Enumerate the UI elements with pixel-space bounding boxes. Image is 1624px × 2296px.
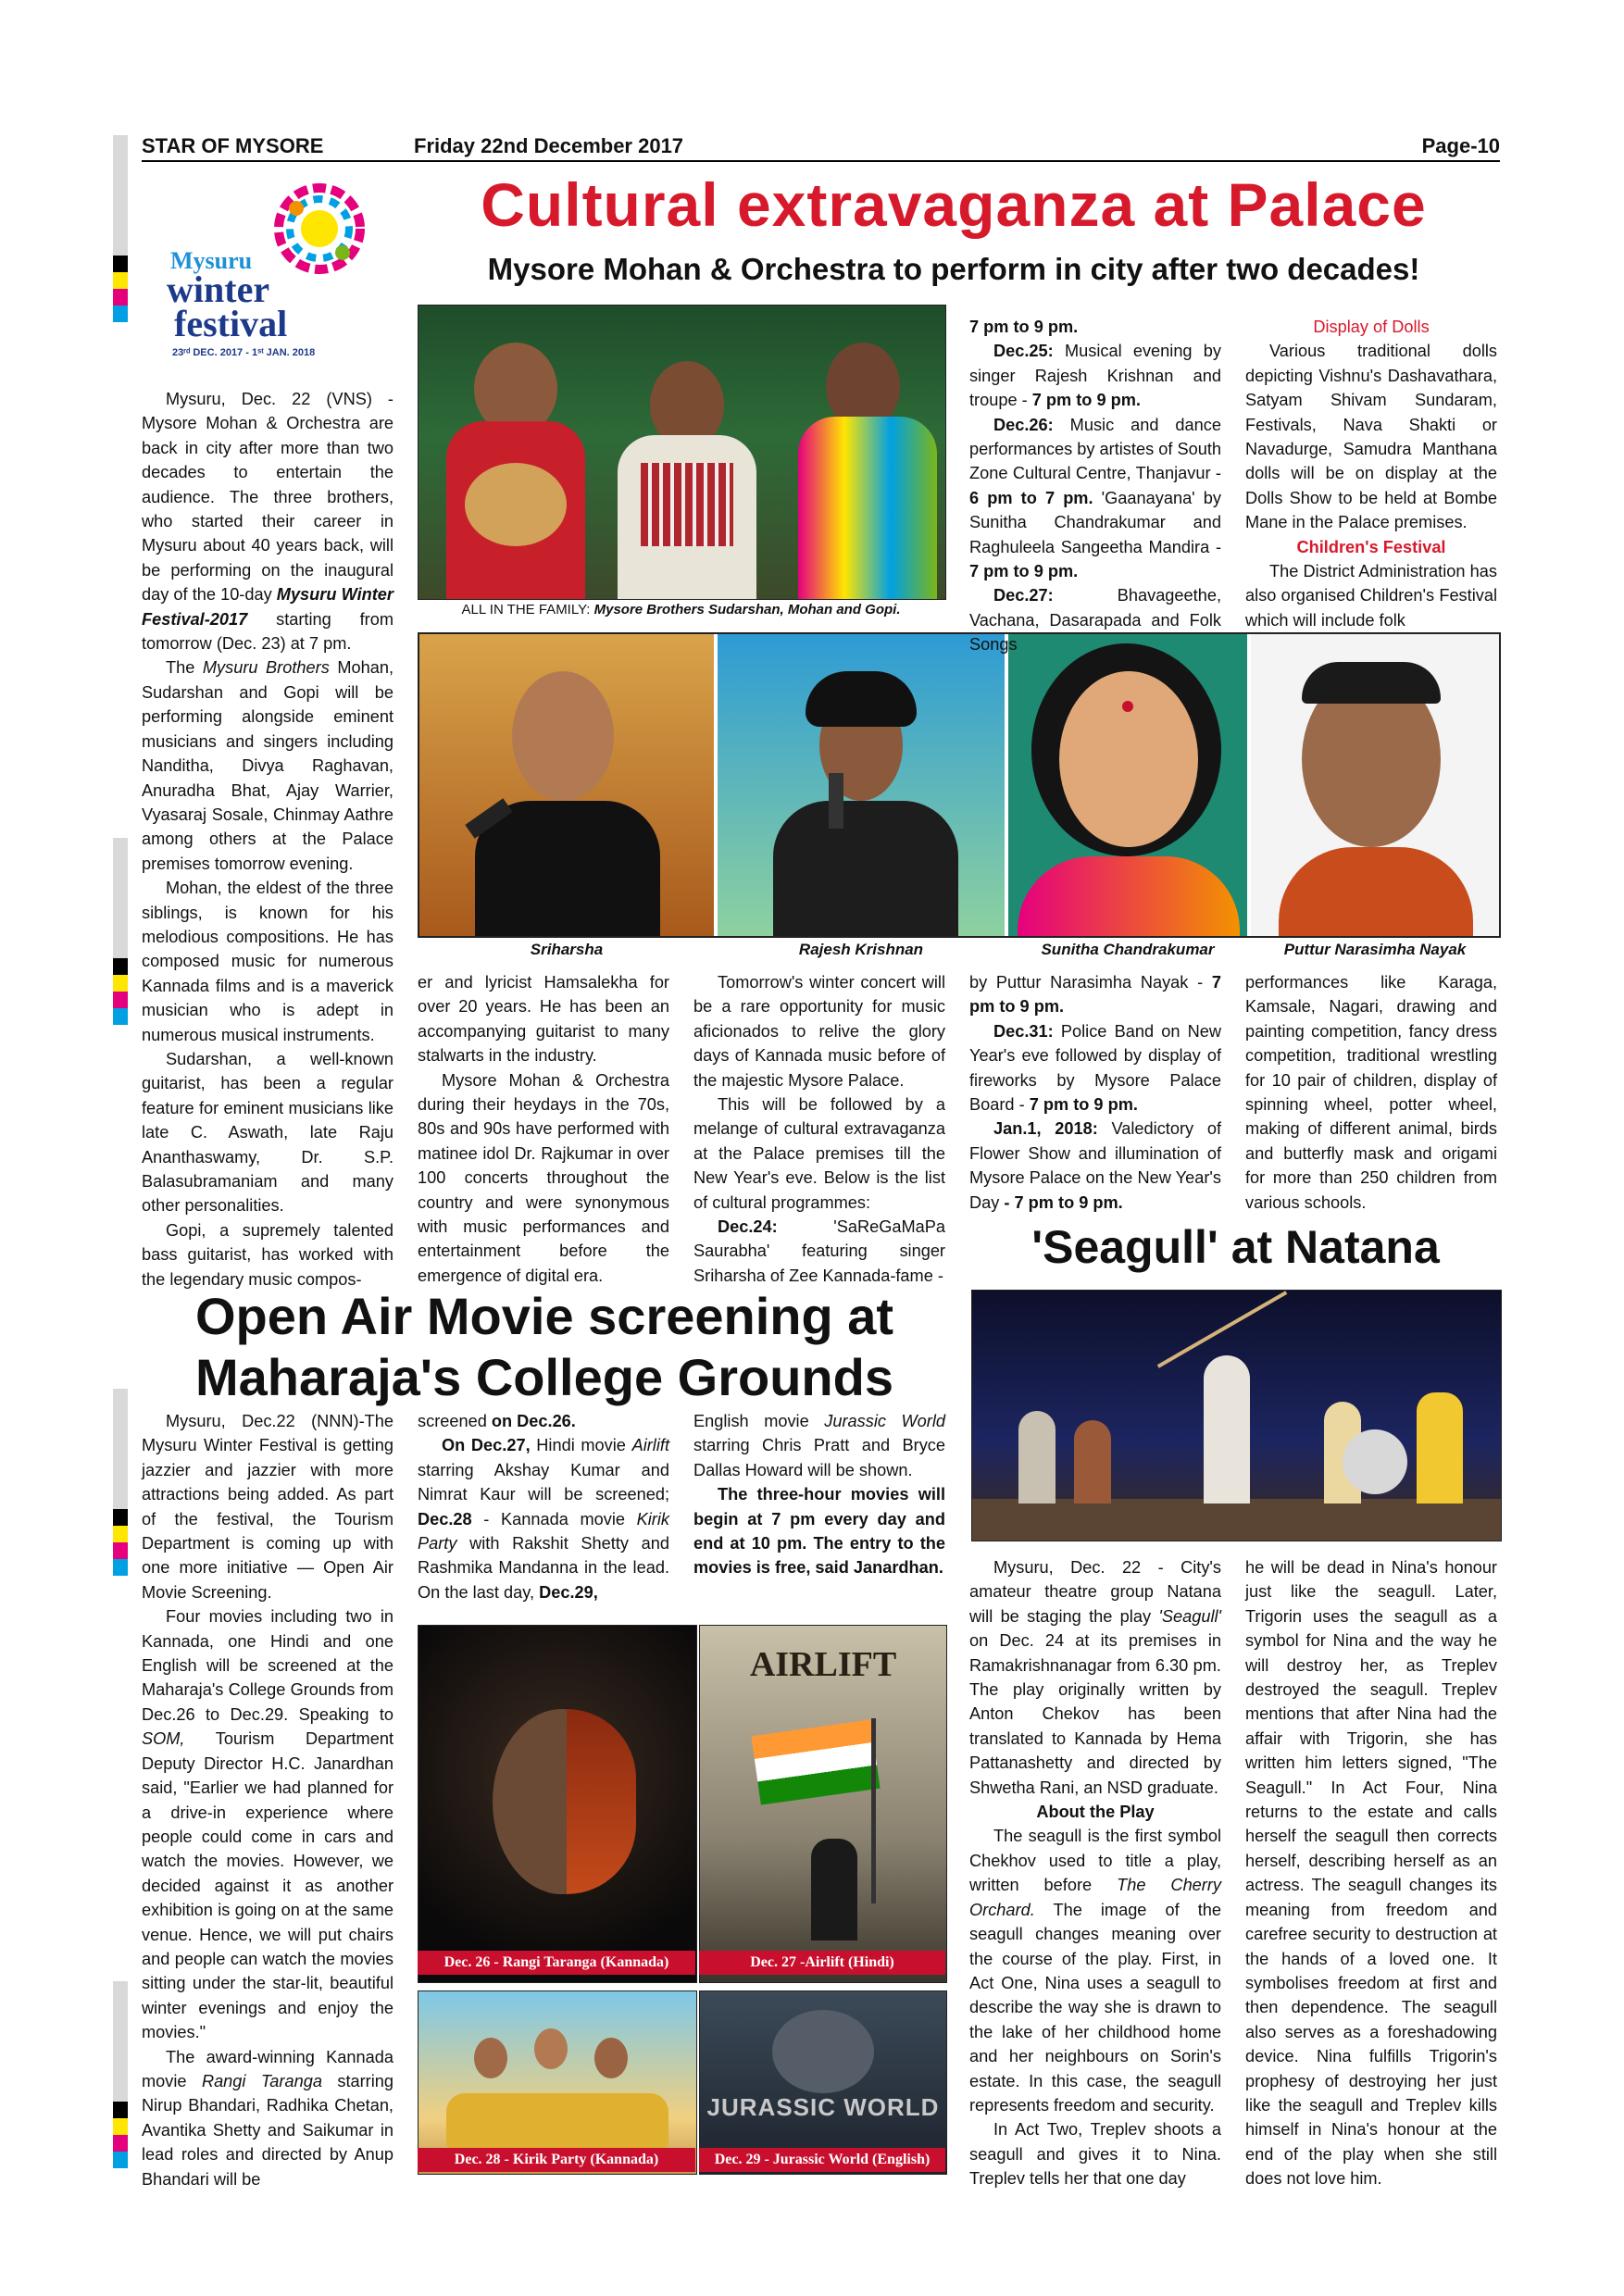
- main-subheadline: Mysore Mohan & Orchestra to perform in city after two decades!: [487, 252, 1420, 286]
- paragraph: Various traditional dolls depicting Vishnu's Dashavathara, Satyam Shivam Sundaram, Festivals, Nava Shakti or Navadurge, Samudra Manthana dolls will be on display at the Dolls Show to be held at Bombe Mane in the Palace premises.: [1245, 342, 1497, 532]
- portrait-sriharsha: [419, 634, 714, 936]
- paragraph: English movie Jurassic World starring Chris Pratt and Bryce Dallas Howard will be shown.: [693, 1412, 946, 1479]
- person-body: [475, 801, 660, 936]
- paragraph: Dec.27: Bhavageethe, Vachana, Dasarapada and Folk Songs: [969, 586, 1221, 655]
- flag-pole: [871, 1718, 876, 1903]
- main-headline: Cultural extravaganza at Palace: [481, 170, 1427, 239]
- car: [446, 2093, 668, 2149]
- subheading-about-the-play: About the Play: [1036, 1803, 1155, 1822]
- portrait-sunitha-chandrakumar: [1008, 634, 1247, 936]
- subheading-display-of-dolls: Display of Dolls: [1313, 318, 1430, 336]
- paragraph: The District Administration has also organised Children's Festival which will include folk: [1245, 562, 1497, 630]
- person-face: [594, 2038, 628, 2078]
- margin-strip-yellow-1: [113, 272, 128, 289]
- saree: [1018, 856, 1240, 936]
- person-silhouette: [811, 1839, 857, 1940]
- main-article-col2: [418, 970, 669, 1288]
- person-body: [798, 417, 937, 600]
- seagull-article-col1: [969, 1555, 1221, 2191]
- margin-strip-gray-4: [113, 1981, 128, 2102]
- page-number: Page-10: [1421, 134, 1500, 157]
- person-body: [1279, 847, 1473, 936]
- paragraph: er and lyricist Hamsalekha for over 20 years. He has been an accompanying guitarist to many stalwarts in the industry.: [418, 973, 669, 1066]
- stage-floor: [972, 1499, 1501, 1541]
- paragraph: by Puttur Narasimha Nayak - 7 pm to 9 pm.: [969, 973, 1221, 1017]
- paragraph: performances like Karaga, Kamsale, Nagari, drawing and painting competition, fancy dress competition, traditional wrestling for 10 pair of children, display of spinning wheel, potter wheel, making of different animal, birds and butterfly mask and origami for more than 250 children from various schools.: [1245, 973, 1497, 1212]
- margin-strip-yellow-4: [113, 2118, 128, 2135]
- margin-strip-cyan-3: [113, 1559, 128, 1576]
- poster-rangi-taranga: [418, 1625, 697, 1983]
- accordion-icon: [641, 463, 733, 546]
- seagull-play-photo: [971, 1290, 1502, 1541]
- paragraph: Dec.24: 'SaReGaMaPa Saurabha' featuring singer Sriharsha of Zee Kannada-fame -: [693, 1217, 945, 1285]
- paragraph: Mysuru, Dec. 22 (VNS) - Mysore Mohan & Orchestra are back in city after more than two decades to entertain the audience. The three brothers, who started their career in Mysuru about 40 years back, will be performing on the inaugural day of the 10-day Mysuru Winter Festival-2017 starting from tomorrow (Dec. 23) at 7 pm.: [142, 390, 394, 654]
- caption-lead: ALL IN THE FAMILY:: [461, 602, 591, 618]
- festival-logo: [157, 181, 407, 366]
- margin-strip-black-1: [113, 256, 128, 272]
- mask-half: [567, 1709, 636, 1894]
- portrait-caption-sriharsha: Sriharsha: [530, 941, 604, 958]
- movie-headline-line1: Open Air Movie screening at: [194, 1287, 894, 1345]
- paragraph: Dec.31: Police Band on New Year's eve followed by display of fireworks by Mysore Palace Board - 7 pm to 9 pm.: [969, 1021, 1221, 1115]
- person-face: [512, 671, 614, 801]
- logo-word-winter: winter: [167, 268, 270, 310]
- issue-date: Friday 22nd December 2017: [414, 134, 684, 157]
- dinosaur-skull-icon: [772, 2010, 874, 2093]
- portrait-caption-puttur-narasimha-nayak: Puttur Narasimha Nayak: [1283, 941, 1467, 958]
- logo-word-festival: festival: [174, 303, 288, 344]
- person-hair: [1302, 662, 1441, 704]
- bindi-icon: [1122, 701, 1133, 712]
- paragraph: 7 pm to 9 pm.: [969, 318, 1079, 336]
- main-article-col1: [142, 387, 394, 1292]
- paragraph: The Mysuru Brothers Mohan, Sudarshan and Gopi will be performing alongside eminent musicians and singers including Nanditha, Divya Raghavan, Anuradha Bhat, Ajay Warrier, Vyasaraj Sosale, Chinmay Aathre among others at the Palace premises tomorrow evening.: [142, 658, 394, 873]
- chair: [1343, 1429, 1407, 1494]
- margin-strip-black-3: [113, 1509, 128, 1526]
- poster-caption-rangi-taranga: Dec. 26 - Rangi Taranga (Kannada): [418, 1951, 695, 1975]
- margin-strip-yellow-3: [113, 1526, 128, 1542]
- person-hair: [806, 671, 917, 727]
- paragraph: Four movies including two in Kannada, one Hindi and one English will be screened at the Maharaja's College Grounds from Dec.26 to Dec.29. Speaking to SOM, Tourism Department Deputy Director H.C. Janardhan said, "Earlier we had planned for a drive-in experience where people could come in cars and watch the movies. However, we decided against it as another exhibition is going on at the same venue. Hence, we will put chairs and people can watch the movies sitting under the star-lit, beautiful winter evenings and enjoy the movies.": [142, 1607, 394, 2042]
- actor: [1018, 1411, 1056, 1504]
- paragraph: Tomorrow's winter concert will be a rare opportunity for music aficionados to relive the glory days of Kannada music before of the majestic Mysore Palace.: [693, 973, 945, 1090]
- paragraph: Mysuru, Dec.22 (NNN)-The Mysuru Winter Festival is getting jazzier and jazzier with more attractions being added. As part of the festival, the Tourism Department is coming up with one more initiative — Open Air Movie Screening.: [142, 1412, 394, 1602]
- main-article-col4-top: [969, 315, 1221, 657]
- actor: [1417, 1392, 1463, 1504]
- paragraph: The seagull is the first symbol Chekhov used to title a play, written before The Cherry Orchard. The image of the seagull changes meaning over the course of the play. First, in Act One, Nina uses a seagull to describe the way she is drawn to the lake of her childhood home and her neighbours on Sorin's estate. In this case, the seagull represents freedom and security.: [969, 1827, 1222, 2115]
- header-rule: [142, 160, 1500, 162]
- paragraph: The award-winning Kannada movie Rangi Taranga starring Nirup Bhandari, Radhika Chetan, Avantika Shetty and Saikumar in lead roles and directed by Anup Bhandari will be: [142, 2047, 394, 2189]
- poster-airlift: [699, 1625, 947, 1983]
- paragraph: This will be followed by a melange of cultural extravaganza at the Palace premises till the New Year's eve. Below is the list of cultural programmes:: [693, 1095, 945, 1212]
- main-article-col3: [693, 970, 945, 1288]
- portrait-rajesh-krishnan: [718, 634, 1005, 936]
- paragraph: Sudarshan, a well-known guitarist, has been a regular feature for eminent musicians like late C. Aswath, late Raju Ananthaswamy, Dr. S.P. Balasubramaniam and many other personalities.: [142, 1049, 394, 1216]
- paragraph: Mohan, the eldest of the three siblings, is known for his melodious compositions. He has composed music for numerous Kannada films and is a maverick musician who is adept in numerous musical instruments.: [142, 879, 394, 1044]
- margin-strip-magenta-1: [113, 289, 128, 306]
- person-face: [534, 2028, 568, 2069]
- main-article-col5-top: [1245, 315, 1497, 632]
- margin-strip-cyan-4: [113, 2152, 128, 2168]
- paragraph: On Dec.27, Hindi movie Airlift starring Akshay Kumar and Nimrat Kaur will be screened; Dec.28 - Kannada movie Kirik Party with Rakshit Shetty and Rashmika Mandanna in the lead. On the last day, Dec.29,: [418, 1436, 669, 1602]
- margin-strip-magenta-3: [113, 1542, 128, 1559]
- paragraph: The three-hour movies will begin at 7 pm every day and end at 10 pm. The entry to the movies is free, said Janardhan.: [693, 1485, 945, 1578]
- logo-word-mysuru: Mysuru: [170, 247, 253, 274]
- margin-strip-magenta-2: [113, 992, 128, 1008]
- portrait-caption-sunitha-chandrakumar: Sunitha Chandrakumar: [1041, 941, 1215, 958]
- main-article-col4-bottom: [969, 970, 1221, 1215]
- guitar-icon: [465, 463, 567, 546]
- poster-title-jurassic-world: JURASSIC WORLD: [706, 2093, 940, 2121]
- seagull-headline: 'Seagull' at Natana: [1031, 1221, 1440, 1273]
- movie-article-col2: [418, 1409, 669, 1604]
- movie-article-col3: [693, 1409, 945, 1580]
- margin-strip-magenta-4: [113, 2135, 128, 2152]
- subheading-childrens-festival: Children's Festival: [1296, 537, 1446, 556]
- person-face: [474, 2038, 507, 2078]
- paragraph: Jan.1, 2018: Valedictory of Flower Show and illumination of Mysore Palace on the New Year's Day - 7 pm to 9 pm.: [969, 1119, 1221, 1212]
- paragraph: Mysuru, Dec. 22 - City's amateur theatre group Natana will be staging the play 'Seagull' on Dec. 24 at its premises in Ramakrishnanagar from 6.30 pm. The play originally written by Anton Chekov has been translated to Kannada by Hema Pattanashetty and directed by Shwetha Rani, an NSD graduate.: [969, 1558, 1221, 1797]
- actor-center: [1204, 1355, 1250, 1504]
- masthead-name: STAR OF MYSORE: [142, 134, 324, 157]
- caption-names: Mysore Brothers Sudarshan, Mohan and Gopi.: [593, 602, 901, 618]
- actor: [1074, 1420, 1111, 1504]
- poster-caption-airlift: Dec. 27 -Airlift (Hindi): [699, 1951, 945, 1975]
- poster-title-airlift: AIRLIFT: [749, 1645, 897, 1684]
- paragraph: Mysore Mohan & Orchestra during their heydays in the 70s, 80s and 90s have performed with matinee idol Dr. Rajkumar in over 100 concerts throughout the country and were synonymous with music performances and entertainment before the emergence of digital era.: [418, 1070, 669, 1285]
- movie-article-col1: [142, 1409, 394, 2191]
- paragraph: Gopi, a supremely talented bass guitarist, has worked with the legendary music compos-: [142, 1220, 394, 1289]
- margin-strip-black-2: [113, 958, 128, 975]
- microphone-icon: [829, 773, 843, 829]
- portrait-puttur-narasimha-nayak: [1251, 634, 1499, 936]
- main-article-col5-bottom: [1245, 970, 1497, 1215]
- margin-strip-gray-1: [113, 135, 128, 256]
- seagull-article-col2: [1245, 1555, 1497, 2191]
- margin-strip-cyan-1: [113, 306, 128, 322]
- logo-dates: 23ʳᵈ DEC. 2017 - 1ˢᵗ JAN. 2018: [172, 347, 316, 358]
- paragraph: Dec.26: Music and dance performances by artistes of South Zone Cultural Centre, Thanjavur - 6 pm to 7 pm. 'Gaanayana' by Sunitha Chandrakumar and Raghuleela Sangeetha Mandira - 7 pm to 9 pm.: [969, 415, 1221, 581]
- paragraph: In Act Two, Treplev shoots a seagull and gives it to Nina. Treplev tells her that one day: [969, 2120, 1221, 2189]
- person-body: [773, 801, 958, 936]
- portrait-caption-rajesh-krishnan: Rajesh Krishnan: [798, 941, 924, 958]
- brothers-photo-caption: [418, 600, 944, 620]
- paragraph: Dec.25: Musical evening by singer Rajesh Krishnan and troupe - 7 pm to 9 pm.: [969, 342, 1221, 410]
- paragraph: he will be dead in Nina's honour just like the seagull. Later, Trigorin uses the seagull as a symbol for Nina and the way he will destroy her, as Treplev destroyed the seagull. Treplev mentions that after Nina had the affair with Trigorin, she has written him letters signed, "The Seagull." In Act Four, Nina returns to the estate and calls herself the seagull then corrects herself, describing herself as an actress. The seagull changes its meaning from freedom and carefree security to destruction at the hands of a loved one. It symbolises freedom at first and then dependence. The seagull also serves as a foreshadowing device. Nina fulfills Trigorin's prophesy of destroying her just like the seagull and Treplev kills himself in Nina's honour at the end of the play when she still does not love him.: [1245, 1558, 1497, 2189]
- margin-strip-cyan-2: [113, 1008, 128, 1025]
- person-face: [1059, 671, 1198, 847]
- margin-strip-gray-3: [113, 1389, 128, 1509]
- flag-icon: [751, 1719, 880, 1804]
- margin-strip-yellow-2: [113, 975, 128, 992]
- poster-caption-jurassic-world: Dec. 29 - Jurassic World (English): [699, 2148, 945, 2172]
- movie-headline-line2: Maharaja's College Grounds: [195, 1348, 893, 1406]
- margin-strip-black-4: [113, 2102, 128, 2118]
- poster-caption-kirik-party: Dec. 28 - Kirik Party (Kannada): [418, 2148, 695, 2172]
- brothers-photo: [418, 305, 946, 600]
- paragraph: screened on Dec.26.: [418, 1412, 576, 1430]
- margin-strip-gray-2: [113, 838, 128, 958]
